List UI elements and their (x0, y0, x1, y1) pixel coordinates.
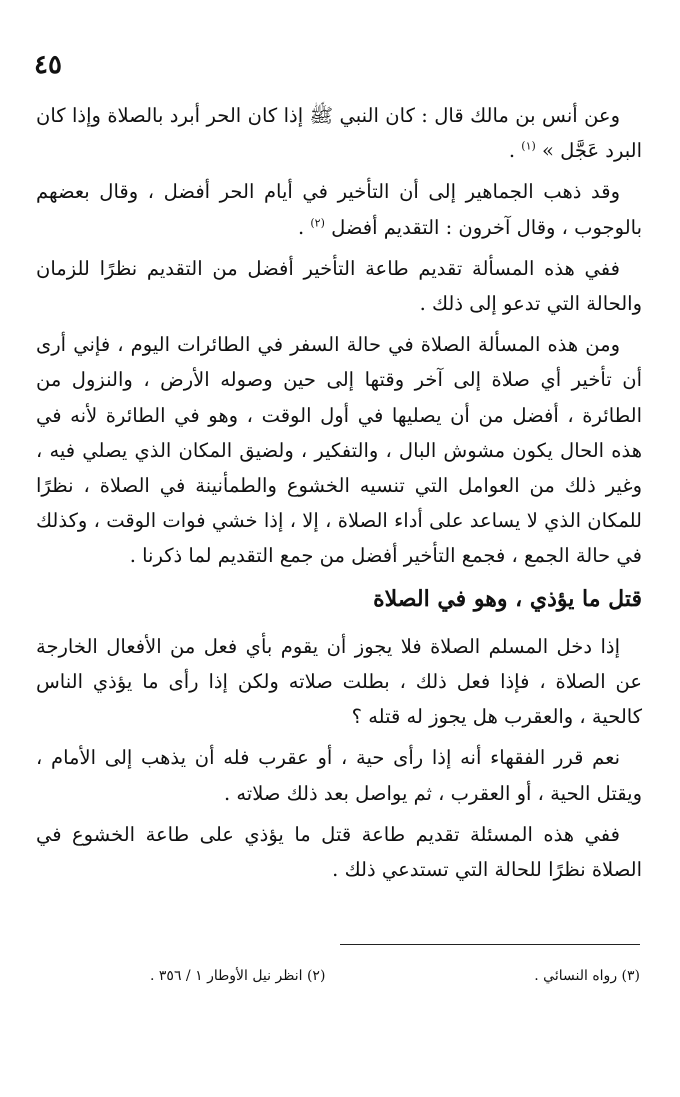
section-heading: قتل ما يؤذي ، وهو في الصلاة (373, 585, 642, 612)
footnote-divider (340, 944, 640, 945)
paragraph-6: نعم قرر الفقهاء أنه إذا رأى حية ، أو عقرب فله أن يذهب إلى الأمام ، ويقتل الحية ، أو العقرب ، ثم يواصل بعد ذلك صلاته . (36, 746, 642, 805)
paragraph-2-text: وقد ذهب الجماهير إلى أن التأخير في أيام الحر أفضل ، وقال بعضهم بالوجوب ، وقال آخرون : التقديم أفضل (36, 180, 642, 239)
paragraph-2-end: . (297, 215, 311, 239)
paragraph-4: ومن هذه المسألة الصلاة في حالة السفر في الطائرات اليوم ، فإني أرى أن تأخير أي صلاة إلى آخر وقتها إلى حين وصوله الأرض ، والنزول من الطائرة ، أفضل من أن يصليها في أول الوقت ، وهو في الطائرة لأنه في هذه الحال يكون مشوش البال ، والتفكير ، ولضيق المكان الذي يصلي فيه ، وغير ذلك من العوامل التي تنسيه الخشوع والطمأنينة في الصلاة ، نظرًا للمكان الذي لا يساعد على أداء الصلاة ، إلا ، إذا خشي فوات الوقت ، وكذلك في حالة الجمع ، فجمع التأخير أفضل من جمع التقديم لما ذكرنا . (36, 333, 642, 568)
footnote-2: (٢) انظر نيل الأوطار ١ / ٣٥٦ . (150, 968, 326, 984)
paragraph-2 (36, 174, 642, 244)
paragraph-7: ففي هذه المسئلة تقديم طاعة قتل ما يؤذي على طاعة الخشوع في الصلاة نظرًا للحالة التي تستدعي ذلك . (36, 822, 642, 882)
paragraph-1-text: وعن أنس بن مالك قال : كان النبي ﷺ إذا كان الحر أبرد بالصلاة وإذا كان البرد عَجَّل » (36, 104, 642, 163)
footnote-ref-2: (٢) (310, 216, 325, 230)
page-body (36, 98, 642, 893)
footnotes (150, 968, 640, 984)
paragraph-3: ففي هذه المسألة تقديم طاعة التأخير أفضل من التقديم نظرًا للزمان والحالة التي تدعو إلى ذلك . (36, 256, 642, 316)
page-number: ٤٥ (34, 50, 62, 80)
footnote-ref-1: (١) (521, 139, 536, 153)
paragraph-1-end: . (508, 139, 522, 163)
paragraph-1 (36, 98, 642, 168)
paragraph-5: إذا دخل المسلم الصلاة فلا يجوز أن يقوم بأي فعل من الأفعال الخارجة عن الصلاة ، فإذا فعل ذلك ، بطلت صلاته ولكن إذا رأى ما يؤذي الناس كالحية ، والعقرب هل يجوز له قتله ؟ (36, 634, 642, 729)
footnote-3: (٣) رواه النسائي . (534, 968, 640, 984)
